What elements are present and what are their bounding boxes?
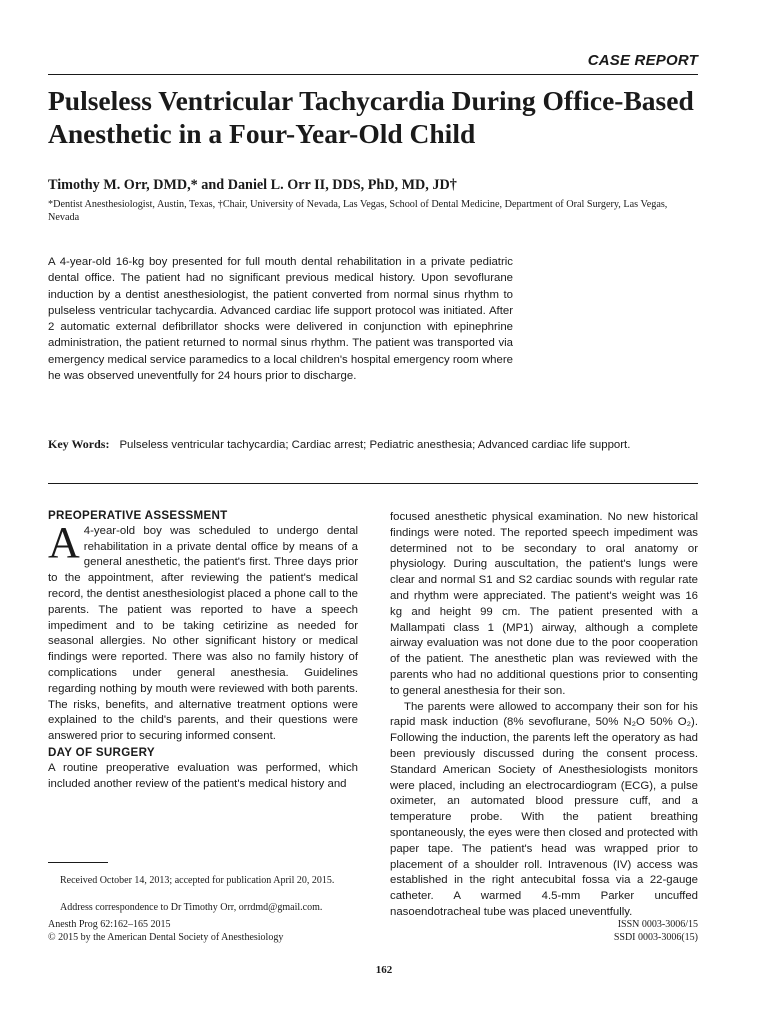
keywords-label: Key Words: [48, 437, 110, 451]
journal-info [48, 918, 283, 944]
correspondence-note: Address correspondence to Dr Timothy Orr, orrdmd@gmail.com. [60, 902, 323, 913]
exam-paragraph: focused anesthetic physical examination. No new historical findings were noted. The reported speech impediment was determined not to be secondary to oral anatomy or physiology. During auscultation, the patient's lungs were clear and normal S1 and S2 cardiac sounds with regular rate and rhythm were appreciated. The patient's weight was 16 kg and height 99 cm. The patient presented with a Mallampati class 1 (MP1) airway, although a complete airway evaluation was not done due to the poor cooperation of the patient. The anesthetic plan was reviewed with the parents who had no additional questions prior to consenting to general anesthesia for their son. [390, 511, 698, 697]
issn-line: ISSN 0003-3006/15 [617, 919, 698, 930]
section-label: CASE REPORT [587, 52, 698, 69]
keywords-text: Pulseless ventricular tachycardia; Cardiac arrest; Pediatric anesthesia; Advanced cardiac life support. [119, 439, 631, 451]
preop-paragraph [48, 517, 358, 745]
ssdi-line: SSDI 0003-3006(15) [613, 932, 698, 943]
page-number: 162 [375, 964, 393, 976]
preop-heading: PREOPERATIVE ASSESSMENT [48, 509, 228, 522]
header-rule [48, 74, 698, 75]
author-affiliations: *Dentist Anesthesiologist, Austin, Texas, †Chair, University of Nevada, Las Vegas, School of Dental Medicine, Department of Oral Surgery, Las Vegas, Nevada [48, 199, 668, 223]
copyright-line: © 2015 by the American Dental Society of Anesthesiology [48, 932, 284, 943]
article-title: Pulseless Ventricular Tachycardia During Office-Based Anesthetic in a Four-Year-Old Child [48, 85, 694, 149]
surgery-paragraph: A routine preoperative evaluation was performed, which included another review of the patient's medical history and [48, 761, 358, 790]
left-column [48, 508, 358, 792]
article-authors: Timothy M. Orr, DMD,* and Daniel L. Orr II, DDS, PhD, MD, JD† [48, 177, 457, 193]
footnote-rule [48, 862, 108, 863]
abstract: A 4-year-old 16-kg boy presented for full mouth dental rehabilitation in a private pediatric dental office. The patient had no significant previous medical history. Upon sevoflurane induction by a dentist anesthesiologist, the patient converted from normal sinus rhythm to pulseless ventricular tachycardia. Advanced cardiac life support protocol was initiated. After 2 automatic external defibrillator shocks were delivered in conjunction with epinephrine administration, the patient returned to normal sinus rhythm. The patient was transported via emergency medical service paramedics to a local children's hospital emergency room where he was observed uneventfully for 24 hours prior to discharge. [48, 256, 513, 383]
induction-paragraph: The parents were allowed to accompany their son for his rapid mask induction (8% sevoflurane, 50% N₂O 50% O₂). Following the induction, the parents left the operatory as had been previously discussed during the consent process. Standard American Society of Anesthesiologists monitors were placed, including an electrocardiogram (ECG), a pulse oximeter, an automated blood pressure cuff, and a temperature probe. With the patient breathing spontaneously, the eyes were then closed and protected with paper tape. The patient's head was wrapped prior to placement of a shoulder roll. Intravenous (IV) access was established in the right antecubital fossa via a 22-gauge catheter. A warmed 4.5-mm Parker uncuffed nasoendotracheal tube was placed uneventfully. [390, 700, 698, 918]
section-divider [48, 483, 698, 484]
drop-cap: A [48, 517, 80, 567]
issn-block [614, 918, 698, 944]
preop-text: 4-year-old boy was scheduled to undergo dental rehabilitation in a private dental office by means of a general anesthetic, the patient's first. Three days prior to the appointment, after reviewing the patient's medical record, the dentist anesthesiologist placed a phone call to the parents. The patient was reported to have a speech impediment and to be taking cetirizine as needed for seasonal allergies. No other significant history or medical findings were reported. There was also no family history of complications under general anesthesia. Guidelines regarding nothing by mouth were reviewed with both parents. The risks, benefits, and alternative treatment options were explained to the child's parents, and their questions were answered prior to securing informed consent. [48, 524, 358, 743]
right-column [390, 510, 698, 921]
journal-citation: Anesth Prog 62:162–165 2015 [48, 919, 171, 930]
received-note: Received October 14, 2013; accepted for publication April 20, 2015. [60, 875, 335, 886]
keywords-line [48, 437, 708, 452]
surgery-heading: DAY OF SURGERY [48, 745, 155, 759]
